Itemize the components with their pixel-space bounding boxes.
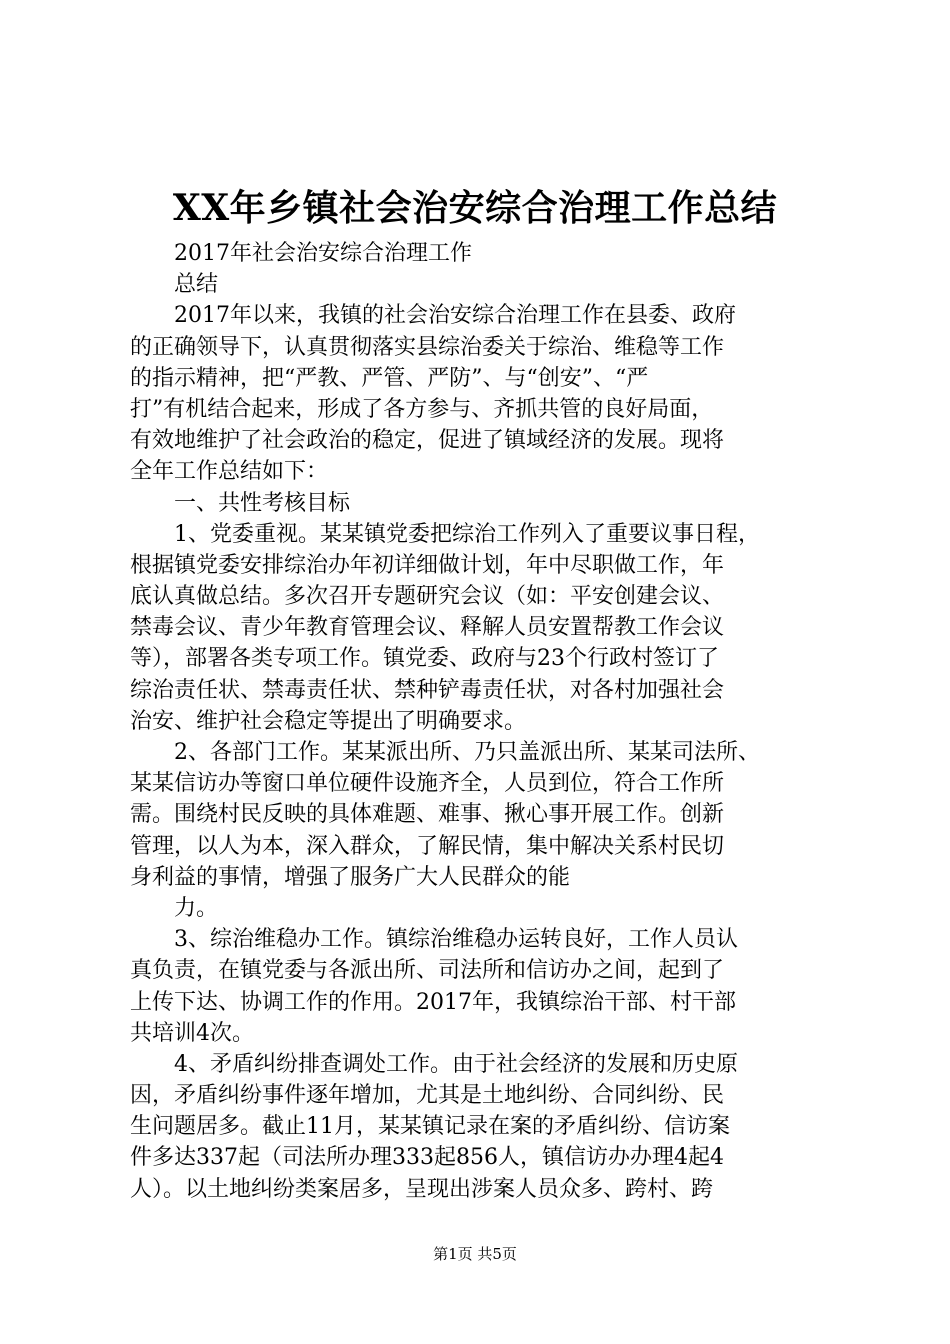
- text-line: 总结: [174, 272, 219, 298]
- text-line: 生问题居多。截止11月，某某镇记录在案的矛盾纠纷、信访案: [130, 1114, 730, 1140]
- text-line: 一、共性考核目标: [174, 490, 351, 516]
- text-line: 2、各部门工作。某某派出所、乃只盖派出所、某某司法所、: [174, 740, 760, 765]
- text-line: 因，矛盾纠纷事件逐年增加，尤其是土地纠纷、合同纠纷、民: [130, 1083, 725, 1109]
- text-line: 禁毒会议、青少年教育管理会议、释解人员安置帮教工作会议: [130, 615, 725, 641]
- text-line: 2017年社会治安综合治理工作: [174, 241, 472, 266]
- text-line: 综治责任状、禁毒责任状、禁种铲毒责任状，对各村加强社会: [130, 677, 725, 703]
- document-body: [130, 238, 830, 1205]
- text-line: 的正确领导下，认真贯彻落实县综治委关于综治、维稳等工作: [130, 334, 725, 360]
- text-line: 某某信访办等窗口单位硬件设施齐全，人员到位，符合工作所: [130, 771, 725, 797]
- text-line: 管理，以人为本，深入群众，了解民情，集中解决关系村民切: [130, 833, 725, 859]
- text-line: 全年工作总结如下：: [130, 459, 329, 485]
- text-line: 上传下达、协调工作的作用。2017年，我镇综治干部、村干部: [130, 989, 736, 1015]
- text-line: 件多达337起（司法所办理333起856人，镇信访办办理4起4: [130, 1145, 724, 1171]
- text-line: 底认真做总结。多次召开专题研究会议（如：平安创建会议、: [130, 584, 725, 610]
- text-line: 身利益的事情，增强了服务广大人民群众的能: [130, 864, 571, 890]
- text-line: 需。围绕村民反映的具体难题、难事、揪心事开展工作。创新: [130, 802, 725, 828]
- text-line: 1、党委重视。某某镇党委把综治工作列入了重要议事日程，: [174, 521, 760, 547]
- text-line: 根据镇党委安排综治办年初详细做计划，年中尽职做工作，年: [130, 552, 725, 578]
- document-title: XX年乡镇社会治安综合治理工作总结: [172, 187, 778, 229]
- page-number-footer: 第1页 共5页: [433, 1245, 517, 1263]
- text-line: 的指示精神，把“严教、严管、严防”、与“创安”、“严: [130, 365, 649, 391]
- text-line: 等），部署各类专项工作。镇党委、政府与23个行政村签订了: [130, 646, 719, 672]
- text-line: 人）。以土地纠纷类案居多，呈现出涉案人员众多、跨村、跨: [130, 1176, 714, 1202]
- text-line: 治安、维护社会稳定等提出了明确要求。: [130, 708, 527, 734]
- text-line: 真负责，在镇党委与各派出所、司法所和信访办之间，起到了: [130, 958, 725, 984]
- text-line: 力。: [174, 895, 219, 921]
- text-line: 3、综治维稳办工作。镇综治维稳办运转良好，工作人员认: [174, 927, 738, 953]
- text-line: 打”有机结合起来，形成了各方参与、齐抓共管的良好局面，: [130, 396, 714, 422]
- text-line: 4、矛盾纠纷排查调处工作。由于社会经济的发展和历史原: [174, 1051, 738, 1077]
- text-line: 有效地维护了社会政治的稳定，促进了镇域经济的发展。现将: [130, 428, 725, 454]
- text-line: 2017年以来，我镇的社会治安综合治理工作在县委、政府: [174, 303, 736, 329]
- text-line: 共培训4次。: [130, 1020, 254, 1046]
